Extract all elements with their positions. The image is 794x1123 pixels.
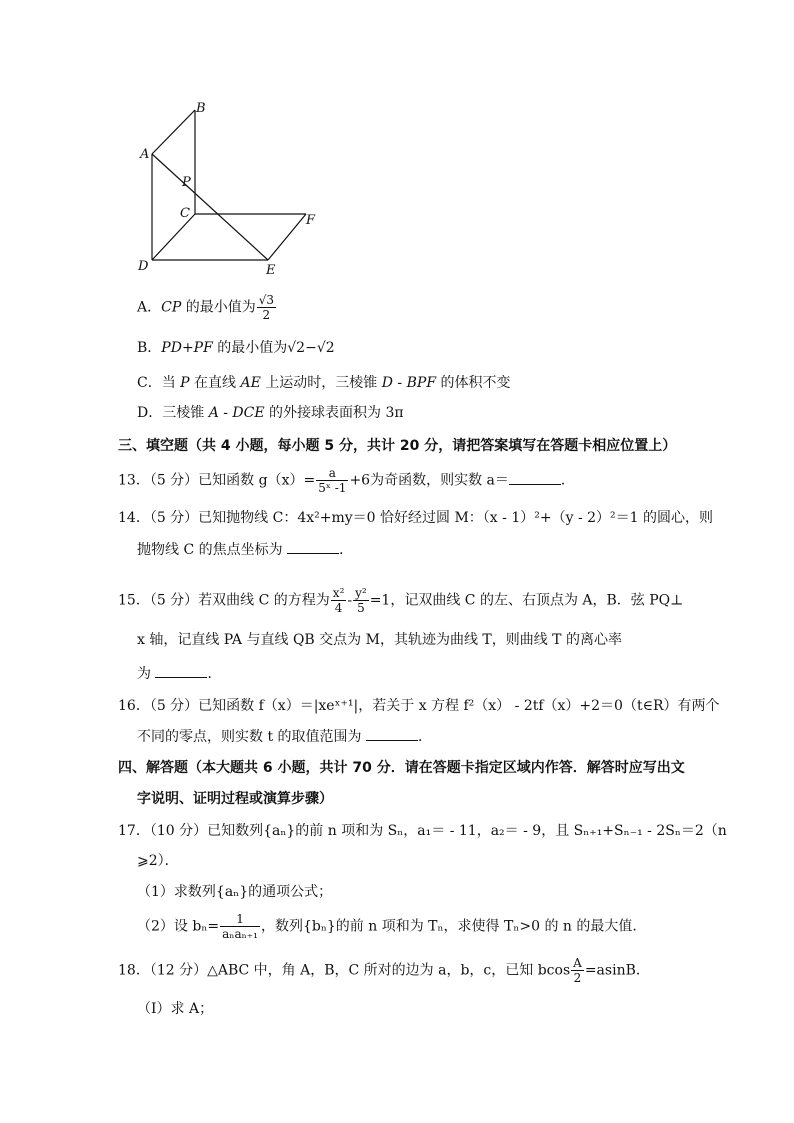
q13-text-2: +6为奇函数，则实数 a＝ [349, 472, 509, 489]
option-a-text: 的最小值为 [181, 299, 256, 316]
option-b-var: PD+PF [161, 340, 213, 356]
label-C: C [180, 206, 190, 221]
q15-answer-blank [155, 665, 207, 678]
q15-f2-den: 5 [357, 601, 365, 615]
q18-frac-den: 2 [573, 971, 582, 985]
option-c-text-1: C．当 [137, 375, 181, 391]
q16-line-1: 16．（5 分）已知函数 f（x）＝|xeˣ⁺¹|，若关于 x 方程 f²（x） - 2tf（x）+2＝0（t∈R）有两个 [118, 698, 720, 714]
q18-fraction [571, 956, 584, 985]
option-b [137, 338, 335, 358]
q15-f2-num: y² [355, 586, 367, 600]
q13-fraction [316, 466, 348, 495]
q16-line-2 [137, 727, 432, 747]
q17-part2-text-b: ，数列{bₙ}的前 n 项和为 Tₙ，求使得 Tₙ>0 的 n 的最大值． [260, 918, 647, 935]
q16-line2-text: 不同的零点，则实数 t 的取值范围为 [137, 729, 366, 745]
q17-part-2 [137, 912, 646, 941]
label-E: E [266, 263, 276, 278]
label-B: B [196, 101, 206, 116]
q18-text-1: 18．（12 分）△ABC 中，角 A，B，C 所对的边为 a，b，c，已知 bcos [118, 962, 571, 979]
option-b-text: 的最小值为 [212, 340, 288, 356]
option-a-num: √3 [258, 293, 274, 307]
q17-part-1: （1）求数列{aₙ}的通项公式； [137, 884, 333, 900]
q13-frac-num: a [316, 466, 348, 481]
q16-line2-end: ． [417, 729, 432, 745]
option-c-text-4: 的体积不变 [436, 375, 511, 391]
option-c-var-ae: AE [240, 375, 261, 391]
q14-line2-end: ． [339, 542, 354, 558]
q17-frac-den: aₙaₙ₊₁ [222, 927, 258, 941]
option-b-prefix: B． [137, 340, 162, 356]
q15-line3-end: ． [207, 666, 222, 682]
option-d [137, 403, 404, 423]
option-c-var-p: P [180, 375, 190, 391]
q18-frac-num: A [573, 956, 582, 970]
q13-frac-den: 5ˣ -1 [318, 481, 347, 495]
edge-FE [268, 214, 306, 260]
q17-frac-num: 1 [220, 912, 260, 927]
edge-AB [152, 110, 195, 154]
option-a-fraction [257, 293, 276, 322]
section4-heading-1: 四、解答题（本大题共 6 小题，共计 70 分．请在答题卡指定区域内作答．解答时应写出文 [118, 760, 685, 776]
option-c-text-3: 上运动时，三棱锥 [260, 375, 382, 391]
q15-f1-num: x² [332, 586, 345, 600]
q15-line3-text: 为 [137, 666, 156, 682]
option-a [137, 293, 277, 322]
q14-line-2 [137, 540, 353, 560]
option-a-var: CP [161, 299, 182, 316]
q16-answer-blank [366, 728, 418, 741]
q13-text-3: ． [560, 472, 575, 489]
option-b-value: √2−√2 [287, 340, 335, 356]
edge-AE [152, 154, 268, 260]
q17-line-2: ⩾2）． [137, 853, 179, 869]
q15-f1-den: 4 [334, 601, 343, 615]
q17-fraction [220, 912, 260, 941]
option-a-den: 2 [262, 308, 271, 322]
question-15-line-1 [118, 586, 683, 615]
option-d-text-2: 的外接球表面积为 3π [264, 405, 404, 421]
q15-fraction-1 [331, 586, 347, 615]
q15-line-2: x 轴，记直线 PA 与直线 QB 交点为 M，其轨迹为曲线 T，则曲线 T 的离心率 [137, 632, 622, 648]
option-d-text-1: D．三棱锥 [137, 405, 209, 421]
geometry-figure [130, 98, 330, 283]
option-c [137, 373, 510, 393]
q18-part-1: （Ⅰ）求 A； [137, 1001, 214, 1017]
q15-fraction-2 [353, 586, 369, 615]
q18-text-2: =asinB． [584, 962, 650, 979]
label-A: A [140, 147, 150, 162]
q14-line2-text: 抛物线 C 的焦点坐标为 [137, 542, 288, 558]
option-c-text-2: 在直线 [189, 375, 241, 391]
q15-line-3 [137, 664, 221, 684]
label-D: D [138, 259, 149, 274]
option-a-prefix: A． [137, 299, 162, 316]
q14-line-1: 14．（5 分）已知抛物线 C：4x²+my＝0 恰好经过圆 M：（x - 1）²+（y - 2）²＝1 的圆心，则 [118, 510, 713, 526]
option-d-var: A - DCE [208, 405, 265, 421]
option-c-var-dbpf: D - BPF [381, 375, 437, 391]
question-13 [118, 466, 575, 495]
q14-answer-blank [287, 541, 339, 554]
section4-heading-2: 字说明、证明过程或演算步骤） [137, 791, 333, 807]
q15-minus: - [347, 592, 353, 609]
label-F: F [306, 213, 316, 228]
q13-text-1: 13．（5 分）已知函数 g（x）= [118, 472, 316, 489]
label-P: P [182, 175, 191, 190]
q13-answer-blank [509, 472, 561, 485]
question-18-line-1 [118, 956, 650, 985]
section3-heading: 三、填空题（共 4 小题，每小题 5 分，共计 20 分，请把答案填写在答题卡相应位置上） [118, 438, 677, 454]
q17-line-1: 17．（10 分）已知数列{aₙ}的前 n 项和为 Sₙ，a₁＝ - 11，a₂＝ - 9，且 Sₙ₊₁+Sₙ₋₁ - 2Sₙ＝2（n [118, 823, 727, 839]
q15-text-1: 15．（5 分）若双曲线 C 的方程为 [118, 592, 330, 609]
q15-text-2: =1，记双曲线 C 的左、右顶点为 A，B．弦 PQ⊥ [369, 592, 684, 609]
q17-part2-text-a: （2）设 bₙ= [137, 918, 220, 935]
